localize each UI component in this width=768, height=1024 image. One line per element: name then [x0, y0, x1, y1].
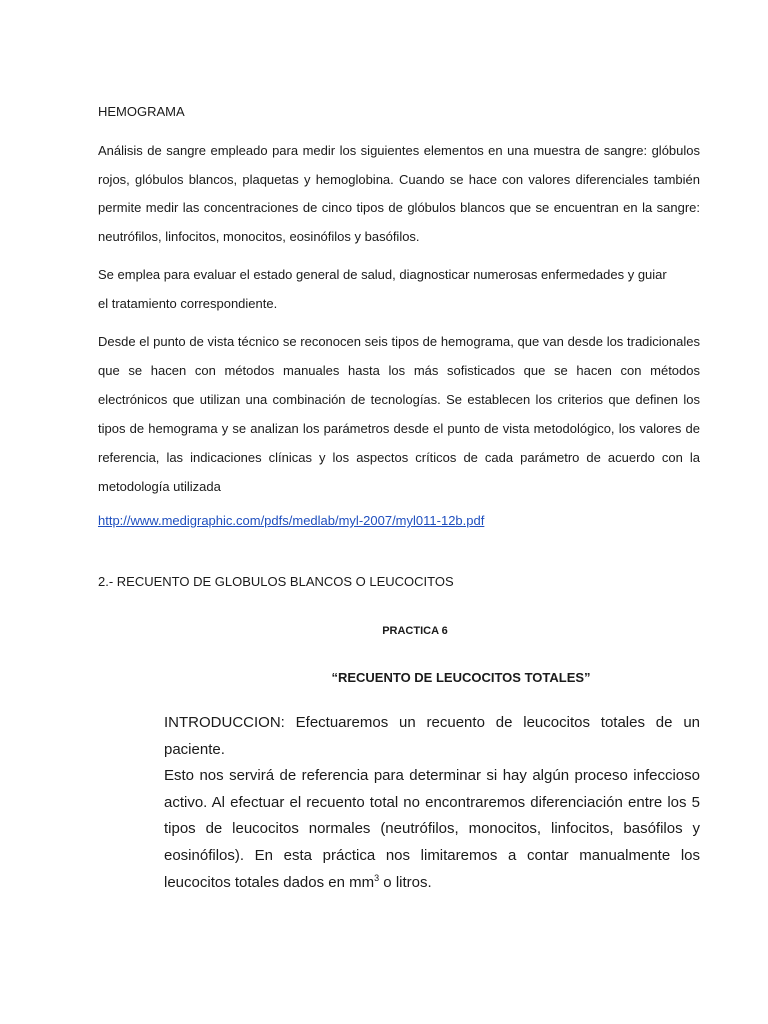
reference-link[interactable]: http://www.medigraphic.com/pdfs/medlab/myl-2007/myl011-12b.pdf	[98, 513, 485, 528]
introduction-line-2	[164, 763, 700, 896]
paragraph-purpose-line-2: el tratamiento correspondiente.	[98, 295, 278, 311]
introduction-line-2-text: Esto nos servirá de referencia para determinar si hay algún proceso infeccioso activo. Al efectuar el recuento total no encontraremos diferenciación entre los 5 tipos de leucocitos normales (neutrófilos, monocitos, linfocitos, basófilos y eosinófilos). En esta práctica nos limitaremos a contar manualmente los leucocitos totales dados en mm	[164, 767, 700, 891]
introduction-block	[164, 710, 700, 896]
superscript-three: 3	[374, 872, 380, 883]
paragraph-purpose-line-1: Se emplea para evaluar el estado general de salud, diagnosticar numerosas enfermedades y guiar	[98, 267, 667, 282]
section-heading-recuento: 2.- RECUENTO DE GLOBULOS BLANCOS O LEUCOCITOS	[98, 574, 454, 589]
paragraph-technical: Desde el punto de vista técnico se reconocen seis tipos de hemograma, que van desde los tradicionales que se hacen con métodos manuales hasta los más sofisticados que se hacen con métodos electrónicos que utilizan una combinación de tecnologías. Se establecen los criterios que definen los tipos de hemograma y se analizan los parámetros desde el punto de vista metodológico, los valores de referencia, las indicaciones clínicas y los aspectos críticos de cada parámetro de acuerdo con la metodología utilizada	[98, 334, 700, 494]
practice-title: “RECUENTO DE LEUCOCITOS TOTALES”	[331, 670, 591, 685]
introduction-line-1: INTRODUCCION: Efectuaremos un recuento de leucocitos totales de un paciente.	[164, 714, 700, 758]
heading-hemograma: HEMOGRAMA	[98, 104, 185, 119]
introduction-line-2-tail: o litros.	[379, 873, 432, 891]
paragraph-purpose	[98, 261, 700, 318]
paragraph-definition: Análisis de sangre empleado para medir los siguientes elementos en una muestra de sangre: glóbulos rojos, glóbulos blancos, plaquetas y hemoglobina. Cuando se hace con valores diferenciales también permite medir las concentraciones de cinco tipos de glóbulos blancos que se encuentran en la sangre: neutrófilos, linfocitos, monocitos, eosinófilos y basófilos.	[98, 143, 700, 244]
practice-label: PRACTICA 6	[382, 625, 448, 637]
